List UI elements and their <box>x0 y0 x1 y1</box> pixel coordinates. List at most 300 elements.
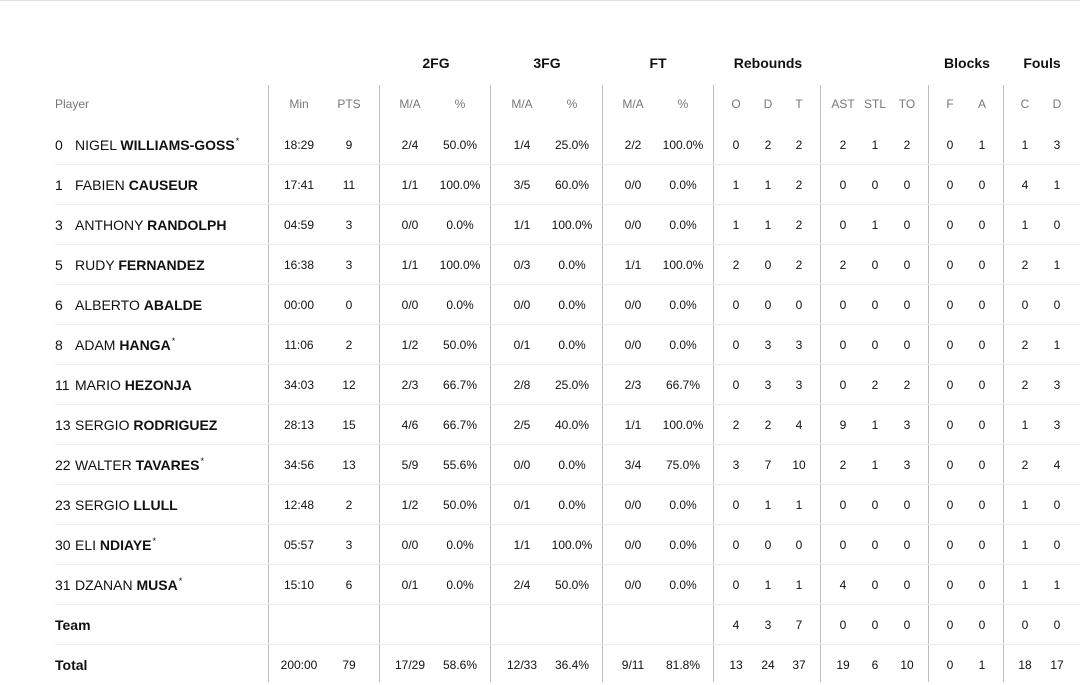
stat-cell: 2 <box>795 138 803 152</box>
stat-cell: 50.0% <box>442 138 478 152</box>
group-header: Fouls <box>1023 55 1061 71</box>
stat-cell: 0.0% <box>669 338 697 352</box>
stat-cell: 0 <box>946 338 954 352</box>
stat-cell: 2 <box>903 378 911 392</box>
stat-cell: 9/11 <box>621 658 645 672</box>
player-name[interactable] <box>55 445 204 485</box>
stat-cell: 1 <box>871 418 879 432</box>
player-last-name: WILLIAMS-GOSS <box>120 137 235 153</box>
stat-cell: 0/0 <box>624 178 642 192</box>
stat-cell: 1 <box>1021 138 1029 152</box>
stat-cell: 0 <box>946 618 954 632</box>
stat-cell: 100.0% <box>551 538 593 552</box>
stat-cell: 0/0 <box>513 298 531 312</box>
stat-cell: 0/1 <box>513 498 531 512</box>
stat-cell: 2 <box>764 418 772 432</box>
stat-cell: 3 <box>764 378 772 392</box>
stat-cell: 0/1 <box>401 578 419 592</box>
stat-cell: 10 <box>900 658 914 672</box>
starter-marker: * <box>235 136 240 147</box>
stat-cell: 2 <box>764 138 772 152</box>
stat-cell: 1/2 <box>401 338 419 352</box>
stat-cell: 0 <box>978 418 986 432</box>
starter-marker: * <box>200 456 204 467</box>
column-header: T <box>795 97 803 111</box>
stat-cell: 24 <box>761 658 775 672</box>
stat-cell: 0 <box>1053 298 1061 312</box>
stat-cell: 50.0% <box>442 498 478 512</box>
stat-cell: 34:56 <box>283 458 315 472</box>
stat-cell: 2/4 <box>401 138 419 152</box>
stat-cell: 2/3 <box>401 378 419 392</box>
player-name[interactable] <box>55 565 182 605</box>
stat-cell: 0 <box>732 378 740 392</box>
player-first-name: NIGEL <box>75 137 117 153</box>
stat-cell: 0 <box>946 298 954 312</box>
starter-marker: * <box>178 576 183 587</box>
player-number: 31 <box>55 577 71 593</box>
table-row <box>55 525 1080 565</box>
stat-cell: 0 <box>978 618 986 632</box>
stat-cell: 1 <box>1053 178 1061 192</box>
stat-cell: 0 <box>1053 498 1061 512</box>
stat-cell: 2 <box>795 258 803 272</box>
player-first-name: FABIEN <box>75 177 125 193</box>
column-header: O <box>731 97 741 111</box>
group-header: 2FG <box>422 55 450 71</box>
stat-cell: 12:48 <box>283 498 315 512</box>
player-number: 1 <box>55 177 63 193</box>
stat-cell: 1 <box>732 178 740 192</box>
stat-cell: 3 <box>903 418 911 432</box>
stat-cell: 1 <box>871 218 879 232</box>
player-number: 22 <box>55 457 71 473</box>
stat-cell: 0 <box>871 538 879 552</box>
stat-cell: 1 <box>764 578 772 592</box>
stat-cell: 0 <box>903 338 911 352</box>
player-last-name: RODRIGUEZ <box>133 417 218 433</box>
player-last-name: HEZONJA <box>124 377 192 393</box>
stat-cell: 0 <box>871 258 879 272</box>
stat-cell: 17:41 <box>283 178 315 192</box>
player-first-name: SERGIO <box>75 497 130 513</box>
stat-cell: 0 <box>1021 618 1029 632</box>
stat-cell: 1 <box>764 178 772 192</box>
table-row <box>55 485 1080 525</box>
stat-cell: 0 <box>345 298 353 312</box>
stat-cell: 0 <box>903 618 911 632</box>
stat-cell: 0 <box>978 458 986 472</box>
stat-cell: 2 <box>1021 258 1029 272</box>
stat-cell: 66.7% <box>665 378 701 392</box>
stat-cell: 37 <box>792 658 806 672</box>
stat-cell: 1/1 <box>513 218 531 232</box>
stat-cell: 1/2 <box>401 498 419 512</box>
stat-cell: 0 <box>732 298 740 312</box>
stat-cell: 50.0% <box>554 578 590 592</box>
stat-cell: 0.0% <box>669 578 697 592</box>
table-row <box>55 365 1080 405</box>
stat-cell: 0 <box>871 498 879 512</box>
stat-cell: 0 <box>978 298 986 312</box>
stat-cell: 0 <box>732 498 740 512</box>
stat-cell: 05:57 <box>283 538 315 552</box>
stat-cell: 0 <box>871 618 879 632</box>
table-row <box>55 165 1080 205</box>
stat-cell: 3/5 <box>513 178 531 192</box>
stat-cell: 0 <box>903 538 911 552</box>
stat-cell: 34:03 <box>283 378 315 392</box>
stat-cell: 13 <box>729 658 743 672</box>
stat-cell: 5/9 <box>401 458 419 472</box>
stat-cell: 0/0 <box>401 298 419 312</box>
table-row <box>55 405 1080 445</box>
stat-cell: 100.0% <box>439 258 481 272</box>
player-last-name: FERNANDEZ <box>118 257 205 273</box>
stat-cell: 100.0% <box>439 178 481 192</box>
stat-cell: 3 <box>1053 378 1061 392</box>
stat-cell: 0/0 <box>513 458 531 472</box>
player-number: 30 <box>55 537 71 553</box>
stat-cell: 2 <box>839 458 847 472</box>
stat-cell: 7 <box>795 618 803 632</box>
player-name[interactable] <box>55 485 178 525</box>
stat-cell: 0 <box>946 658 954 672</box>
stat-cell: 0 <box>903 258 911 272</box>
stat-cell: 0 <box>1053 618 1061 632</box>
stat-cell: 0 <box>839 538 847 552</box>
stat-cell: 0 <box>732 138 740 152</box>
player-name[interactable] <box>55 525 156 565</box>
stat-cell: 1 <box>1053 578 1061 592</box>
stat-cell: 3 <box>1053 418 1061 432</box>
stat-cell: 17 <box>1050 658 1064 672</box>
stat-cell: 1 <box>871 138 879 152</box>
stat-cell: 0 <box>732 578 740 592</box>
stat-cell: 0.0% <box>558 298 586 312</box>
stat-cell: 1 <box>978 658 986 672</box>
stat-cell: 0.0% <box>446 218 474 232</box>
stat-cell: 9 <box>345 138 353 152</box>
stat-cell: 100.0% <box>551 218 593 232</box>
stat-cell: 2/2 <box>624 138 642 152</box>
stat-cell: 0.0% <box>558 498 586 512</box>
stat-cell: 0/0 <box>401 218 419 232</box>
stat-cell: 0 <box>946 578 954 592</box>
stat-cell: 0/0 <box>624 498 642 512</box>
stat-cell: 0.0% <box>669 218 697 232</box>
group-header: 3FG <box>533 55 561 71</box>
stat-cell: 0 <box>839 498 847 512</box>
stat-cell: 0 <box>903 178 911 192</box>
player-number: 3 <box>55 217 63 233</box>
stat-cell: 0/0 <box>624 578 642 592</box>
player-name[interactable] <box>55 365 192 405</box>
stat-cell: 0 <box>946 218 954 232</box>
stat-cell: 9 <box>839 418 847 432</box>
stat-cell: 4 <box>1021 178 1029 192</box>
player-name[interactable] <box>55 125 239 165</box>
column-header: M/A <box>511 97 533 111</box>
stat-cell: 0/0 <box>624 338 642 352</box>
stat-cell: 200:00 <box>280 658 318 672</box>
stat-cell: 0 <box>839 338 847 352</box>
stat-cell: 1/4 <box>513 138 531 152</box>
column-header: F <box>946 97 954 111</box>
stat-cell: 11 <box>342 178 356 192</box>
stat-cell: 0 <box>946 458 954 472</box>
stat-cell: 58.6% <box>442 658 478 672</box>
player-column-header: Player <box>55 97 90 111</box>
stat-cell: 2 <box>795 178 803 192</box>
player-last-name: ABALDE <box>143 297 203 313</box>
stat-cell: 0 <box>946 178 954 192</box>
player-last-name: RANDOLPH <box>147 217 227 233</box>
table-row <box>55 285 1080 325</box>
stat-cell: 1 <box>1021 218 1029 232</box>
stat-cell: 12 <box>342 378 356 392</box>
stat-cell: 66.7% <box>442 378 478 392</box>
player-first-name: RUDY <box>75 257 115 273</box>
stat-cell: 1 <box>764 218 772 232</box>
stat-cell: 2 <box>345 498 353 512</box>
player-number: 11 <box>55 377 70 393</box>
stat-cell: 0 <box>732 338 740 352</box>
stat-cell: 0 <box>732 538 740 552</box>
stat-cell: 0 <box>978 498 986 512</box>
stat-cell: 1 <box>764 498 772 512</box>
stat-cell: 15:10 <box>283 578 315 592</box>
table-row <box>55 565 1080 605</box>
column-header: M/A <box>622 97 644 111</box>
stat-cell: 3/4 <box>624 458 642 472</box>
table-row <box>55 325 1080 365</box>
group-header: Rebounds <box>733 55 803 71</box>
stat-cell: 1 <box>732 218 740 232</box>
stat-cell: 1/1 <box>401 258 419 272</box>
stat-cell: 18:29 <box>283 138 315 152</box>
stat-cell: 0.0% <box>558 258 586 272</box>
column-header: M/A <box>399 97 421 111</box>
stat-cell: 0 <box>764 258 772 272</box>
stat-cell: 2/4 <box>513 578 531 592</box>
stat-cell: 1/1 <box>513 538 531 552</box>
player-last-name: TAVARES <box>135 457 200 473</box>
player-name[interactable] <box>55 205 226 245</box>
stat-cell: 11:06 <box>284 338 314 352</box>
stat-cell: 0 <box>903 218 911 232</box>
column-header: % <box>566 97 578 111</box>
stat-cell: 0 <box>795 538 803 552</box>
stat-cell: 3 <box>1053 138 1061 152</box>
stat-cell: 2 <box>1021 458 1029 472</box>
column-header: % <box>454 97 466 111</box>
stat-cell: 0.0% <box>669 298 697 312</box>
stat-cell: 0 <box>839 618 847 632</box>
stat-cell: 1 <box>1021 418 1029 432</box>
stat-cell: 2 <box>1021 378 1029 392</box>
stat-cell: 2/5 <box>513 418 531 432</box>
stat-cell: 1 <box>1053 338 1061 352</box>
player-name[interactable] <box>55 285 202 325</box>
table-row <box>55 125 1080 165</box>
stat-cell: 0.0% <box>669 538 697 552</box>
player-number: 23 <box>55 497 71 513</box>
stat-cell: 0 <box>946 138 954 152</box>
stat-cell: 2 <box>839 258 847 272</box>
player-first-name: DZANAN <box>75 577 133 593</box>
stat-cell: 2 <box>795 218 803 232</box>
player-first-name: MARIO <box>75 377 121 393</box>
stat-cell: 2 <box>345 338 353 352</box>
stat-cell: 0 <box>1053 218 1061 232</box>
column-header: STL <box>863 97 887 111</box>
column-header: D <box>763 97 773 111</box>
player-first-name: ADAM <box>75 337 116 353</box>
player-last-name: MUSA <box>136 577 178 593</box>
stat-cell: 0 <box>978 258 986 272</box>
stat-cell: 4 <box>795 418 803 432</box>
stat-cell: 0 <box>978 578 986 592</box>
stat-cell: 2 <box>871 378 879 392</box>
stat-cell: 1 <box>871 458 879 472</box>
stat-cell: 50.0% <box>442 338 478 352</box>
stat-cell: 0.0% <box>446 578 474 592</box>
stat-cell: 2 <box>732 418 740 432</box>
stat-cell: 0 <box>764 538 772 552</box>
stat-cell: 0.0% <box>669 498 697 512</box>
column-header: % <box>677 97 689 111</box>
stat-cell: 0.0% <box>558 458 586 472</box>
team-row <box>55 605 1080 645</box>
player-number: 6 <box>55 297 63 313</box>
player-last-name: NDIAYE <box>99 537 152 553</box>
stat-cell: 0 <box>871 578 879 592</box>
team-label: Team <box>55 617 91 633</box>
player-name[interactable] <box>55 405 217 445</box>
player-name[interactable] <box>55 245 205 285</box>
stat-cell: 0 <box>978 538 986 552</box>
top-divider <box>0 0 1080 1</box>
stat-cell: 0 <box>871 298 879 312</box>
column-header: C <box>1020 97 1030 111</box>
stat-cell: 3 <box>795 338 803 352</box>
stat-cell: 4/6 <box>401 418 419 432</box>
stat-cell: 0/0 <box>624 298 642 312</box>
stat-cell: 66.7% <box>442 418 478 432</box>
stat-cell: 0/0 <box>401 538 419 552</box>
player-last-name: LLULL <box>133 497 178 513</box>
stat-cell: 100.0% <box>662 258 704 272</box>
column-header: TO <box>898 97 916 111</box>
stat-cell: 3 <box>345 218 353 232</box>
total-row <box>55 645 1080 685</box>
stat-cell: 0 <box>839 378 847 392</box>
stat-cell: 0 <box>839 178 847 192</box>
player-last-name: CAUSEUR <box>128 177 198 193</box>
player-name[interactable] <box>55 325 175 365</box>
stat-cell: 2/8 <box>513 378 531 392</box>
stat-cell: 75.0% <box>665 458 701 472</box>
column-header: Min <box>289 97 309 111</box>
stat-cell: 16:38 <box>283 258 315 272</box>
stat-cell: 12/33 <box>506 658 538 672</box>
stat-cell: 36.4% <box>554 658 590 672</box>
stat-cell: 19 <box>836 658 850 672</box>
stat-cell: 0 <box>946 538 954 552</box>
stat-cell: 3 <box>764 618 772 632</box>
stat-cell: 0/0 <box>624 538 642 552</box>
group-header: Blocks <box>944 55 990 71</box>
stat-cell: 0.0% <box>446 298 474 312</box>
stat-cell: 1 <box>1053 258 1061 272</box>
stat-cell: 4 <box>1053 458 1061 472</box>
stat-cell: 3 <box>345 538 353 552</box>
stat-cell: 04:59 <box>283 218 315 232</box>
player-number: 5 <box>55 257 63 273</box>
stat-cell: 0/0 <box>624 218 642 232</box>
stat-cell: 10 <box>792 458 806 472</box>
group-header: FT <box>649 55 667 71</box>
player-number: 0 <box>55 137 63 153</box>
stat-cell: 0 <box>764 298 772 312</box>
player-first-name: ELI <box>75 537 97 553</box>
player-number: 13 <box>55 417 71 433</box>
stat-cell: 1 <box>795 498 803 512</box>
stat-cell: 0 <box>1053 538 1061 552</box>
stat-cell: 7 <box>764 458 772 472</box>
player-name[interactable] <box>55 165 198 205</box>
stat-cell: 0 <box>978 378 986 392</box>
stat-cell: 0 <box>978 178 986 192</box>
stat-cell: 6 <box>345 578 353 592</box>
stat-cell: 0 <box>839 298 847 312</box>
stat-cell: 0.0% <box>446 538 474 552</box>
column-header: AST <box>831 97 855 111</box>
stat-cell: 13 <box>342 458 356 472</box>
stat-cell: 3 <box>345 258 353 272</box>
total-label: Total <box>55 657 88 673</box>
stat-cell: 55.6% <box>442 458 478 472</box>
stat-cell: 15 <box>342 418 356 432</box>
stat-cell: 4 <box>732 618 740 632</box>
stat-cell: 3 <box>732 458 740 472</box>
player-first-name: ALBERTO <box>75 297 140 313</box>
stat-cell: 0 <box>1021 298 1029 312</box>
stat-cell: 1 <box>978 138 986 152</box>
stat-cell: 0 <box>946 258 954 272</box>
stat-cell: 0 <box>946 378 954 392</box>
player-first-name: WALTER <box>75 457 132 473</box>
stat-cell: 2 <box>839 138 847 152</box>
stat-cell: 4 <box>839 578 847 592</box>
stat-cell: 0 <box>978 338 986 352</box>
stat-cell: 60.0% <box>554 178 590 192</box>
stat-cell: 0/3 <box>513 258 531 272</box>
stat-cell: 18 <box>1018 658 1032 672</box>
table-row <box>55 245 1080 285</box>
stat-cell: 2 <box>1021 338 1029 352</box>
stat-cell: 28:13 <box>283 418 315 432</box>
stat-cell: 79 <box>342 658 356 672</box>
stat-cell: 0.0% <box>558 338 586 352</box>
stat-cell: 0 <box>839 218 847 232</box>
column-header: PTS <box>337 97 361 111</box>
stat-cell: 25.0% <box>554 138 590 152</box>
stat-cell: 0.0% <box>669 178 697 192</box>
player-number: 8 <box>55 337 63 353</box>
starter-marker: * <box>171 336 176 347</box>
